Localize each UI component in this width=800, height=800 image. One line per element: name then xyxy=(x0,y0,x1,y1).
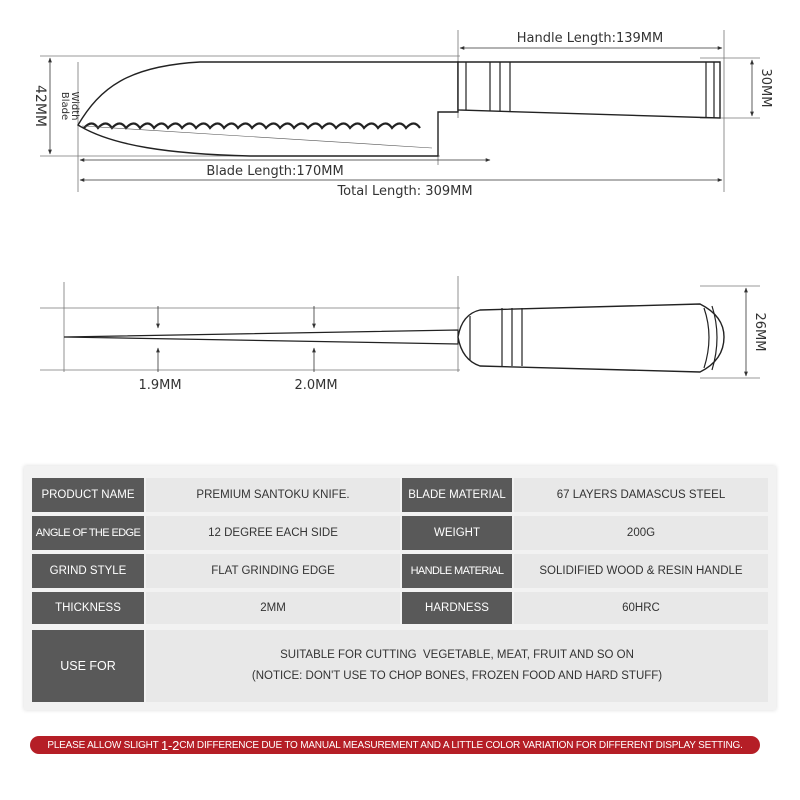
spec-table xyxy=(24,466,776,710)
weight-value: 200G xyxy=(514,516,768,550)
blade-material-value: 67 LAYERS DAMASCUS STEEL xyxy=(514,478,768,512)
hardness-label: HARDNESS xyxy=(402,592,512,624)
product-name-label: PRODUCT NAME xyxy=(32,478,144,512)
handle-outline xyxy=(458,62,720,118)
weight-label: WEIGHT xyxy=(402,516,512,550)
blade-outline xyxy=(78,62,458,156)
notice-text-part-2: CM DIFFERENCE DUE TO MANUAL MEASUREMENT AND A LITTLE COLOR VARIATION FOR DIFFERENT DISPLAY SETTING. xyxy=(179,739,743,751)
use-for-value xyxy=(146,630,768,702)
use-for-line-1: SUITABLE FOR CUTTING VEGETABLE, MEAT, FRUIT AND SO ON xyxy=(280,649,634,661)
handle-top-outline xyxy=(458,304,724,372)
handle-material-label: HANDLE MATERIAL xyxy=(402,554,512,588)
handle-thickness-label: 26MM xyxy=(752,312,767,352)
notice-text-range: 1-2 xyxy=(161,737,180,753)
spine-thickness-label-1: 1.9MM xyxy=(138,378,182,393)
notice-text-part-1: PLEASE ALLOW SLIGHT xyxy=(47,739,161,751)
blade-width-label-2: Width xyxy=(69,91,80,121)
handle-height-label: 30MM xyxy=(758,68,773,108)
angle-value: 12 DEGREE EACH SIDE xyxy=(146,516,400,550)
grind-style-label: GRIND STYLE xyxy=(32,554,144,588)
use-for-line-2: (NOTICE: DON'T USE TO CHOP BONES, FROZEN FOOD AND HARD STUFF) xyxy=(251,670,663,682)
use-for-label: USE FOR xyxy=(32,630,144,702)
grind-style-value: FLAT GRINDING EDGE xyxy=(146,554,400,588)
blade-height-label: 42MM xyxy=(32,85,48,127)
product-name-value: PREMIUM SANTOKU KNIFE. xyxy=(146,478,400,512)
spine-thickness-label-2: 2.0MM xyxy=(294,378,338,393)
handle-material-value: SOLIDIFIED WOOD & RESIN HANDLE xyxy=(514,554,768,588)
blade-width-label-1: Blade xyxy=(59,91,70,121)
angle-label: ANGLE OF THE EDGE xyxy=(32,516,144,550)
total-length-label: Total Length: 309MM xyxy=(337,184,473,199)
knife-side-view xyxy=(32,30,773,199)
blade-material-label: BLADE MATERIAL xyxy=(402,478,512,512)
measurement-notice-banner xyxy=(30,736,760,754)
hardness-value: 60HRC xyxy=(514,592,768,624)
blade-top-outline xyxy=(64,330,458,344)
blade-length-label: Blade Length:170MM xyxy=(206,164,344,179)
thickness-value: 2MM xyxy=(146,592,400,624)
knife-top-view xyxy=(40,276,767,393)
handle-length-label: Handle Length:139MM xyxy=(516,31,664,46)
thickness-label: THICKNESS xyxy=(32,592,144,624)
